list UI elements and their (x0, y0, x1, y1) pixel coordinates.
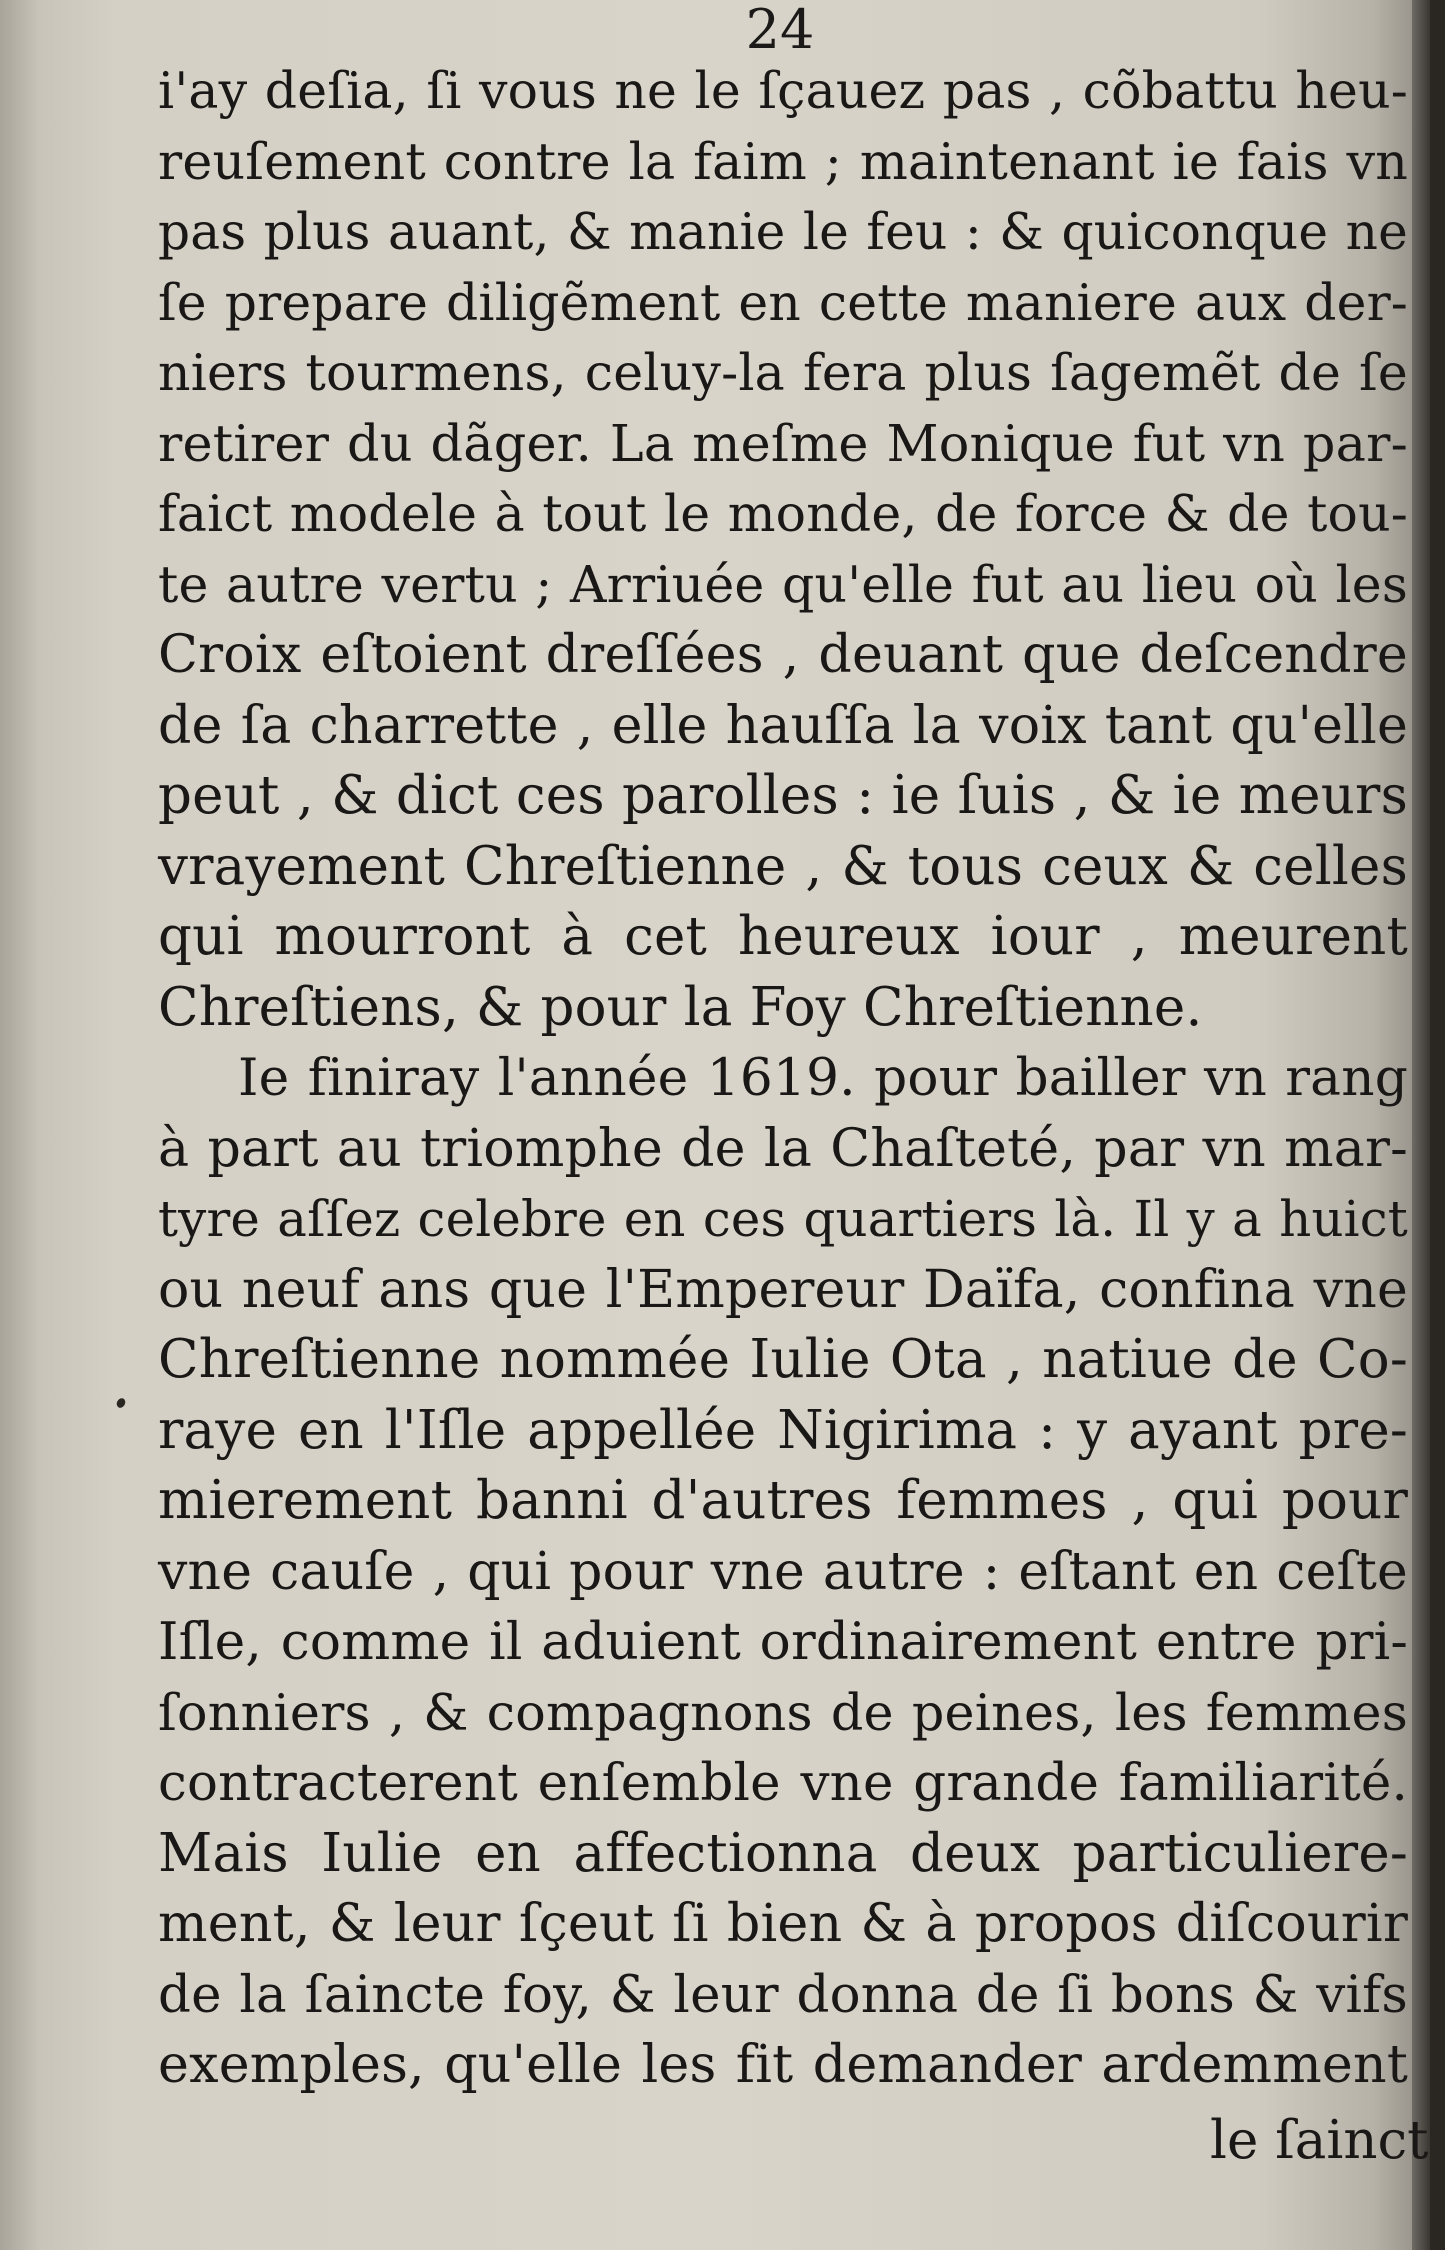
text-line: te autre vertu ; Arriuée qu'elle fut au lieu où les (158, 554, 1408, 614)
text-line: retirer du dãger. La meſme Monique fut vn par- (158, 413, 1408, 473)
text-line: i'ay deſia, ſi vous ne le ſçauez pas , cõbattu heu- (158, 61, 1408, 120)
text-line: tyre aſſez celebre en ces quartiers là. Il y a huict (158, 1190, 1408, 1248)
text-line: vne cauſe , qui pour vne autre : eſtant en ceſte (158, 1541, 1408, 1602)
text-line: faict modele à tout le monde, de force & de tou- (158, 484, 1408, 543)
text-line: exemples, qu'elle les fit demander ardemment (158, 2035, 1408, 2095)
text-line: pas plus auant, & manie le feu : & quiconque ne (158, 202, 1408, 261)
text-line: Chreſtienne nommée Iulie Ota , natiue de Co- (158, 1329, 1408, 1390)
text-line: ſe prepare diligẽment en cette maniere aux der- (158, 272, 1408, 332)
body-text (158, 56, 1408, 2101)
ink-speck (115, 1397, 127, 1410)
text-line: Croix eſtoient dreſſées , deuant que deſcendre (158, 625, 1408, 685)
text-line: mierement banni d'autres femmes , qui pour (158, 1470, 1408, 1531)
text-line: Iſle, comme il aduient ordinairement entre pri- (158, 1612, 1408, 1672)
text-line: Mais Iulie en affectionna deux particuliere- (158, 1822, 1408, 1884)
page-number: 24 (745, 0, 815, 61)
text-line: niers tourmens, celuy-la fera plus ſagemẽt de ſe (158, 343, 1408, 402)
text-line: de ſa charrette , elle hauſſa la voix tant qu'elle (158, 695, 1408, 756)
text-line: vrayement Chreſtienne , & tous ceux & celles (158, 835, 1408, 897)
text-line: raye en l'Iſle appellée Nigirima : y ayant pre- (158, 1399, 1408, 1461)
paragraph-start-line: Ie finiray l'année 1619. pour bailler vn rang (238, 1048, 1408, 1108)
text-line: ou neuf ans que l'Empereur Daïfa, confina vne (158, 1259, 1408, 1320)
page-edge (1412, 0, 1430, 2250)
text-line: peut , & dict ces parolles : ie ſuis , & ie meurs (158, 765, 1408, 826)
text-line: contracterent enſemble vne grande familiarité. (158, 1753, 1408, 1813)
text-line: ment, & leur ſçeut ſi bien & à propos diſcourir (158, 1894, 1408, 1954)
text-line: à part au triomphe de la Chaſteté, par vn mar- (158, 1118, 1408, 1179)
text-line: ſonniers , & compagnons de peines, les femmes (158, 1682, 1408, 1742)
catchword: le ſainct (1210, 2110, 1429, 2171)
paragraph-end-line: Chreſtiens, & pour la Foy Chreſtienne. (158, 976, 1203, 1038)
text-line: qui mourront à cet heureux iour , meurent (158, 906, 1408, 967)
gutter-shadow (0, 0, 40, 2250)
text-line: de la ſaincte foy, & leur donna de ſi bons & vifs (158, 1964, 1408, 2025)
text-line: reuſement contre la faim ; maintenant ie fais vn (158, 131, 1408, 191)
